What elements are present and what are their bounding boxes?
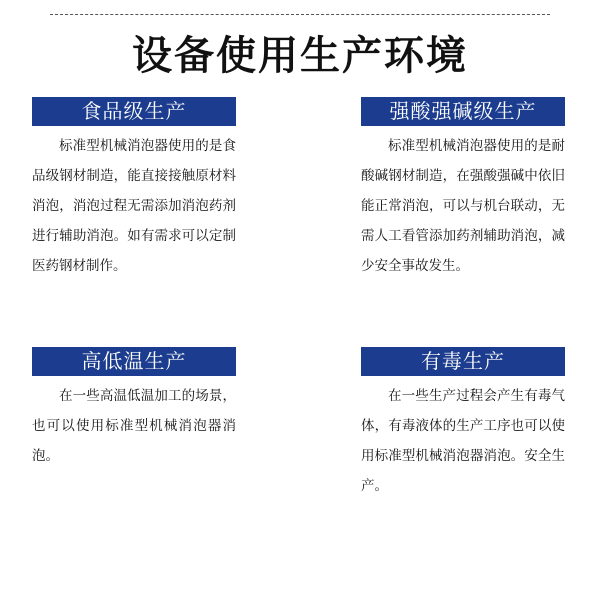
card-food-grade-title: 食品级生产 (32, 97, 236, 126)
card-toxic (361, 347, 565, 501)
card-acid-alkali-title: 强酸强碱级生产 (361, 97, 565, 126)
card-acid-alkali-text: 标准型机械消泡器使用的是耐酸碱钢材制造，在强酸强碱中依旧能正常消泡，可以与机台联动，无需人工看管添加药剂辅助消泡，减少安全事故发生。 (361, 138, 565, 274)
card-food-grade (32, 97, 236, 281)
card-toxic-text: 在一些生产过程会产生有毒气体，有毒液体的生产工序也可以使用标准型机械消泡器消泡。安全生产。 (361, 388, 565, 494)
top-dashed-divider (50, 14, 550, 15)
card-high-low-temp-text: 在一些高温低温加工的场景，也可以使用标准型机械消泡器消泡。 (32, 388, 236, 464)
card-acid-alkali (361, 97, 565, 281)
page-title: 设备使用生产环境 (132, 33, 468, 79)
card-toxic-title: 有毒生产 (361, 347, 565, 376)
card-high-low-temp (32, 347, 236, 471)
card-high-low-temp-title: 高低温生产 (32, 347, 236, 376)
card-food-grade-text: 标准型机械消泡器使用的是食品级钢材制造，能直接接触原材料消泡，消泡过程无需添加消泡药剂进行辅助消泡。如有需求可以定制医药钢材制作。 (32, 138, 236, 274)
